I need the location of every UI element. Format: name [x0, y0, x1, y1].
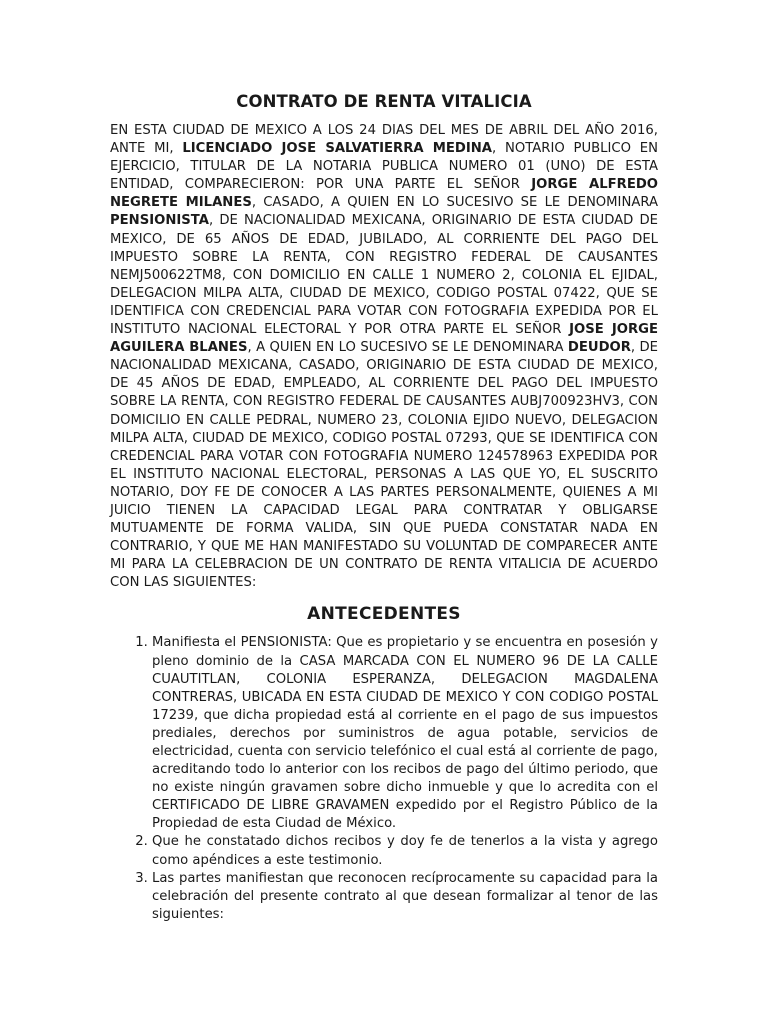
document-title: CONTRATO DE RENTA VITALICIA [236, 92, 532, 111]
antecedentes-list [110, 634, 658, 924]
list-item: 3. Las partes manifiestan que reconocen recíprocamente su capacidad para la celebración del presente contrato al que desean formalizar al tenor de las siguientes: [152, 870, 658, 924]
intro-paragraph [110, 122, 658, 592]
intro-text: , CASADO, A QUIEN EN LO SUCESIVO SE LE DENOMINARA [251, 195, 658, 211]
pensioner-name: JORGE ALFREDO NEGRETE MILANES [110, 177, 658, 211]
pensioner-role: PENSIONISTA [110, 213, 209, 229]
intro-text: EN ESTA CIUDAD DE MEXICO A LOS 24 DIAS DEL MES DE ABRIL DEL AÑO 2016, ANTE MI, [110, 123, 658, 157]
debtor-role: DEUDOR [567, 340, 631, 356]
list-item: 1. Manifiesta el PENSIONISTA: Que es propietario y se encuentra en posesión y pleno dominio de la CASA MARCADA CON EL NUMERO 96 DE LA CALLE CUAUTITLAN, COLONIA ESPERANZA, DELEGACION MAGDALENA CONTRERAS, UBICADA EN ESTA CIUDAD DE MEXICO Y CON CODIGO POSTAL 17239, que dicha propiedad está al corriente en el pago de sus impuestos prediales, derechos por suministros de agua potable, servicios de electricidad, cuenta con servicio telefónico el cual está al corriente de pago, acreditando todo lo anterior con los recibos de pago del último periodo, que no existe ningún gravamen sobre dicho inmueble y que lo acredita con el CERTIFICADO DE LIBRE GRAVAMEN expedido por el Registro Público de la Propiedad de esta Ciudad de México. [152, 634, 658, 833]
debtor-name: JOSE JORGE AGUILERA BLANES [110, 322, 659, 356]
list-item: 2. Que he constatado dichos recibos y doy fe de tenerlos a la vista y agrego como apéndices a este testimonio. [152, 833, 658, 869]
notary-name: LICENCIADO JOSE SALVATIERRA MEDINA [182, 141, 492, 157]
intro-text: , A QUIEN EN LO SUCESIVO SE LE DENOMINARA [247, 340, 568, 356]
intro-text: , DE NACIONALIDAD MEXICANA, CASADO, ORIGINARIO DE ESTA CIUDAD DE MEXICO, DE 45 AÑOS DE EDAD, EMPLEADO, AL CORRIENTE DEL PAGO DEL IMPUESTO SOBRE LA RENTA, CON REGISTRO FEDERAL DE CAUSANTES AUBJ700923HV3, CON DOMICILIO EN CALLE PEDRAL, NUMERO 23, COLONIA EJIDO NUEVO, DELEGACION MILPA ALTA, CIUDAD DE MEXICO, CODIGO POSTAL 07293, QUE SE IDENTIFICA CON CREDENCIAL PARA VOTAR CON FOTOGRAFIA NUMERO 124578963 EXPEDIDA POR EL INSTITUTO NACIONAL ELECTORAL, PERSONAS A LAS QUE YO, EL SUSCRITO NOTARIO, DOY FE DE CONOCER A LAS PARTES PERSONALMENTE, QUIENES A MI JUICIO TIENEN LA CAPACIDAD LEGAL PARA CONTRATAR Y OBLIGARSE MUTUAMENTE DE FORMA VALIDA, SIN QUE PUEDA CONSTATAR NADA EN CONTRARIO, Y QUE ME HAN MANIFESTADO SU VOLUNTAD DE COMPARECER ANTE MI PARA LA CELEBRACION DE UN CONTRATO DE RENTA VITALICIA DE ACUERDO CON LAS SIGUIENTES: [110, 340, 659, 591]
intro-text: , DE NACIONALIDAD MEXICANA, ORIGINARIO DE ESTA CIUDAD DE MEXICO, DE 65 AÑOS DE EDAD, JUBILADO, AL CORRIENTE DEL PAGO DEL IMPUESTO SOBRE LA RENTA, CON REGISTRO FEDERAL DE CAUSANTES NEMJ500622TM8, CON DOMICILIO EN CALLE 1 NUMERO 2, COLONIA EL EJIDAL, DELEGACION MILPA ALTA, CIUDAD DE MEXICO, CODIGO POSTAL 07422, QUE SE IDENTIFICA CON CREDENCIAL PARA VOTAR CON FOTOGRAFIA EXPEDIDA POR EL INSTITUTO NACIONAL ELECTORAL Y POR OTRA PARTE EL SEÑOR [110, 213, 658, 338]
section-title-antecedentes: ANTECEDENTES [307, 604, 461, 625]
intro-text: , NOTARIO PUBLICO EN EJERCICIO, TITULAR DE LA NOTARIA PUBLICA NUMERO 01 (UNO) DE ESTA ENTIDAD, COMPARECIERON: POR UNA PARTE EL SEÑOR [110, 141, 658, 193]
